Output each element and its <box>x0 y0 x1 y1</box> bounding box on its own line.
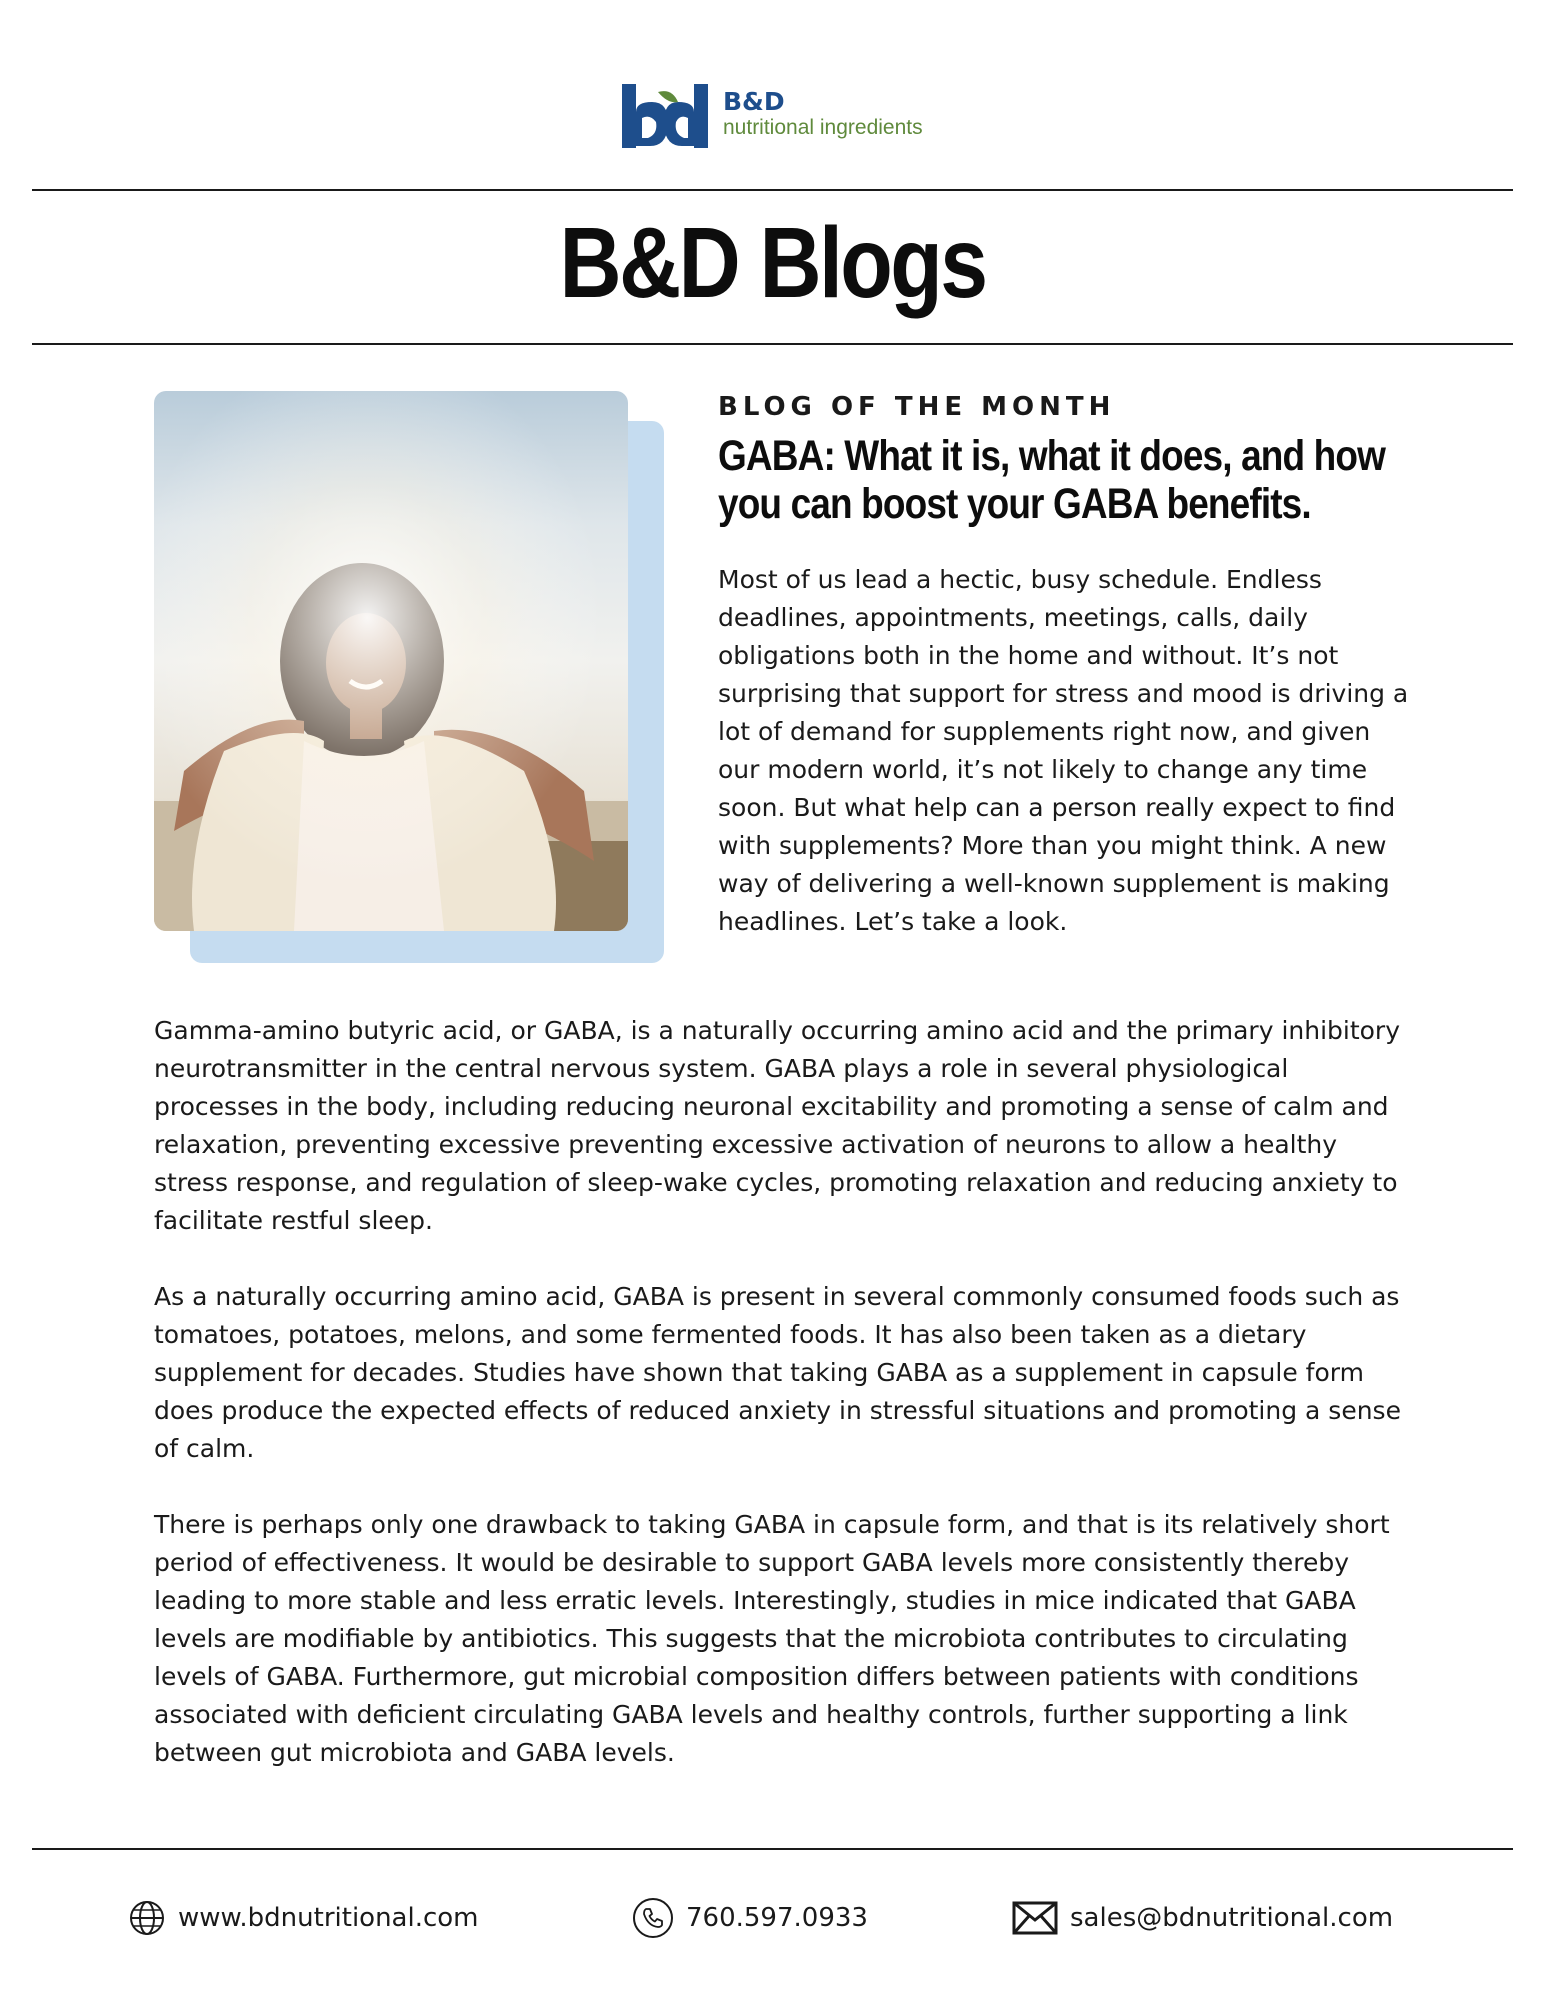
globe-icon <box>128 1899 166 1937</box>
body-paragraph-3: There is perhaps only one drawback to taking GABA in capsule form, and that is its relatively short period of effectiveness. It would be desirable to support GABA levels more consistently thereby leading to more stable and less erratic levels. Interestingly, studies in mice indicated that GABA levels are modifiable by antibiotics. This suggests that the microbiota contributes to circulating levels of GABA. Furthermore, gut microbial composition differs between patients with conditions associated with deficient circulating GABA levels and healthy controls, further supporting a link between gut microbiota and GABA levels. <box>154 1510 1390 1767</box>
website-link[interactable]: www.bdnutritional.com <box>178 1903 479 1933</box>
page-title: B&D Blogs <box>559 207 986 319</box>
feature-image <box>154 391 664 963</box>
body-paragraph-2: As a naturally occurring amino acid, GABA is present in several commonly consumed foods such as tomatoes, potatoes, melons, and some fermented foods. It has also been taken as a dietary supplement for decades. Studies have shown that taking GABA as a supplement in capsule form does produce the expected effects of reduced anxiety in stressful situations and promoting a sense of calm. <box>154 1282 1401 1463</box>
email-link[interactable]: sales@bdnutritional.com <box>1070 1903 1394 1933</box>
footer-email[interactable] <box>1012 1896 1393 1940</box>
article-headline: GABA: What it is, what it does, and how you can boost your GABA benefits. <box>718 432 1386 528</box>
footer-website[interactable] <box>128 1896 479 1940</box>
feature-photo <box>154 391 628 931</box>
body-paragraph-1: Gamma-amino butyric acid, or GABA, is a naturally occurring amino acid and the primary inhibitory neurotransmitter in the central nervous system. GABA plays a role in several physiological processes in the body, including reducing neuronal excitability and promoting a sense of calm and relaxation, preventing excessive preventing excessive activation of neurons to allow a healthy stress response, and regulation of sleep-wake cycles, promoting relaxation and reducing anxiety to facilitate restful sleep. <box>154 1016 1401 1235</box>
top-divider <box>32 189 1513 191</box>
footer-phone[interactable] <box>632 1896 868 1940</box>
mail-icon <box>1012 1901 1058 1935</box>
article-intro: Most of us lead a hectic, busy schedule. Endless deadlines, appointments, meetings, calls, daily obligations both in the home and without. It’s not surprising that support for stress and mood is driving a lot of demand for supplements right now, and given our modern world, it’s not likely to change any time soon. But what help can a person really expect to find with supplements? More than you might think. A new way of delivering a well-known supplement is making headlines. Let’s take a look. <box>718 565 1409 936</box>
bd-logo-icon <box>620 82 712 150</box>
phone-number[interactable]: 760.597.0933 <box>686 1903 868 1933</box>
phone-icon <box>632 1897 674 1939</box>
logo-tagline: nutritional ingredients <box>723 116 923 139</box>
title-divider <box>32 343 1513 345</box>
section-eyebrow: BLOG OF THE MONTH <box>718 392 1116 422</box>
footer-divider <box>32 1848 1513 1850</box>
logo-brand-name: B&D <box>723 87 785 116</box>
brand-logo <box>620 82 940 152</box>
woman-photo-illustration <box>154 391 628 931</box>
